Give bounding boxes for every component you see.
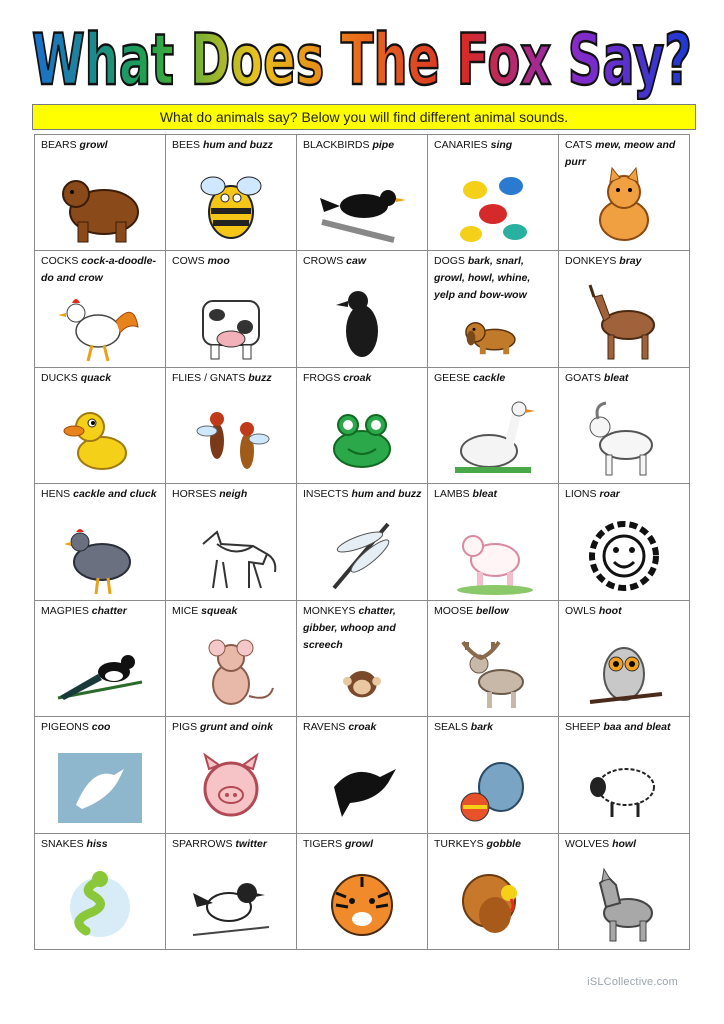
animal-card — [35, 135, 166, 251]
animal-sound: chatter — [91, 604, 127, 617]
animal-card — [35, 834, 166, 950]
animal-card — [428, 601, 559, 717]
bear-icon — [35, 164, 165, 246]
subtitle-banner: What do animals say? Below you will find different animal sounds. — [32, 104, 696, 130]
animal-name: HENS — [41, 488, 71, 501]
animal-label — [434, 253, 554, 304]
animal-card — [297, 601, 428, 717]
hen-icon — [35, 514, 165, 596]
animal-name: SNAKES — [41, 837, 84, 850]
animal-card — [35, 368, 166, 484]
animal-sound: cackle — [473, 371, 506, 384]
animal-name: RAVENS — [303, 721, 346, 734]
animal-sound: chatter, gibber, whoop and screech — [303, 604, 396, 651]
animal-card — [559, 834, 690, 950]
animal-sound: howl — [612, 837, 636, 850]
animal-label — [303, 719, 423, 736]
animal-card — [297, 834, 428, 950]
animal-sound: buzz — [248, 371, 272, 384]
animal-sound: hoot — [598, 604, 622, 617]
animal-sound: squeak — [201, 604, 238, 617]
animal-card — [35, 251, 166, 367]
donkey-icon — [559, 281, 689, 363]
wolf-icon — [559, 863, 689, 945]
animal-sound: moo — [207, 255, 230, 268]
animal-name: TIGERS — [303, 837, 343, 850]
animal-name: CATS — [565, 139, 593, 151]
animal-sound: bellow — [476, 604, 509, 617]
animal-sound: caw — [346, 255, 367, 268]
crow-icon — [297, 281, 427, 363]
animal-card — [166, 717, 297, 833]
animal-card — [166, 135, 297, 251]
animal-sound: hiss — [86, 837, 108, 850]
animal-name: GOATS — [565, 371, 601, 384]
animal-label — [434, 370, 554, 387]
animal-name: DUCKS — [41, 371, 78, 384]
animal-sound: croak — [343, 371, 372, 384]
animal-name: DONKEYS — [565, 255, 617, 268]
goose-icon — [428, 397, 558, 479]
animal-sound: bray — [619, 255, 642, 268]
goat-icon — [559, 397, 689, 479]
animal-label — [41, 719, 161, 736]
animal-name: INSECTS — [303, 488, 349, 501]
animal-name: SEALS — [434, 721, 468, 734]
animal-card — [428, 834, 559, 950]
snake-icon — [35, 863, 165, 945]
animal-card — [428, 135, 559, 251]
cat-icon — [559, 164, 689, 246]
animal-name: MONKEYS — [303, 604, 356, 617]
animal-card — [297, 135, 428, 251]
animal-card — [428, 484, 559, 600]
animal-sound: quack — [80, 371, 112, 384]
animal-sound: neigh — [219, 488, 248, 501]
animal-name: OWLS — [565, 604, 596, 617]
animal-label — [41, 603, 161, 620]
animal-sound: bleat — [472, 488, 498, 501]
animal-sound: bark, snarl, growl, howl, whine, yelp and bow-wow — [434, 255, 531, 302]
animal-label — [172, 253, 292, 270]
animal-label — [434, 603, 554, 620]
canary-icon — [428, 164, 558, 246]
cock-icon — [35, 281, 165, 363]
pig-icon — [166, 747, 296, 829]
animal-sound: baa and bleat — [603, 721, 671, 734]
dragonfly-icon — [297, 514, 427, 596]
tiger-icon — [297, 863, 427, 945]
animal-sound: croak — [348, 721, 377, 734]
animal-name: CROWS — [303, 255, 344, 268]
animal-name: LAMBS — [434, 488, 470, 501]
title-graphic — [26, 14, 698, 100]
animal-card — [166, 601, 297, 717]
moose-icon — [428, 630, 558, 712]
animal-name: COCKS — [41, 255, 79, 268]
animal-grid — [34, 134, 690, 950]
animal-name: FROGS — [303, 371, 341, 384]
animal-label — [565, 253, 685, 270]
animal-label — [172, 836, 292, 853]
sparrow-icon — [166, 863, 296, 945]
animal-label — [303, 836, 423, 853]
bee-icon — [166, 164, 296, 246]
animal-label — [41, 137, 161, 154]
animal-card — [297, 484, 428, 600]
animal-sound: bark — [470, 721, 493, 734]
animal-card — [559, 717, 690, 833]
animal-name: DOGS — [434, 255, 465, 268]
blackbird-icon — [297, 164, 427, 246]
animal-name: BLACKBIRDS — [303, 139, 370, 151]
animal-name: MICE — [172, 604, 199, 617]
animal-name: TURKEYS — [434, 837, 484, 850]
fly-icon — [166, 397, 296, 479]
animal-label — [303, 137, 423, 154]
animal-label — [303, 603, 423, 654]
animal-sound: pipe — [372, 139, 395, 151]
animal-sound: bleat — [603, 371, 629, 384]
monkey-icon — [297, 652, 427, 712]
page-title — [26, 14, 698, 100]
animal-label — [172, 719, 292, 736]
animal-card — [166, 251, 297, 367]
animal-label — [41, 486, 161, 503]
animal-label — [434, 719, 554, 736]
animal-card — [559, 484, 690, 600]
animal-label — [172, 370, 292, 387]
animal-card — [559, 251, 690, 367]
animal-label — [172, 137, 292, 154]
animal-label — [41, 836, 161, 853]
animal-name: LIONS — [565, 488, 597, 501]
magpie-icon — [35, 630, 165, 712]
animal-sound: roar — [599, 488, 620, 501]
animal-sound: hum and buzz — [351, 488, 422, 501]
animal-label — [172, 603, 292, 620]
animal-name: WOLVES — [565, 837, 610, 850]
animal-label — [434, 137, 554, 154]
animal-name: PIGS — [172, 721, 198, 734]
animal-card — [166, 484, 297, 600]
animal-name: SPARROWS — [172, 837, 233, 850]
seal-icon — [428, 747, 558, 829]
animal-name: BEARS — [41, 139, 77, 151]
animal-label — [434, 836, 554, 853]
animal-label — [41, 370, 161, 387]
animal-sound: cackle and cluck — [73, 488, 157, 501]
animal-label — [172, 486, 292, 503]
animal-label — [303, 486, 423, 503]
animal-card — [428, 368, 559, 484]
animal-card — [297, 717, 428, 833]
animal-card — [428, 717, 559, 833]
animal-label — [565, 719, 685, 736]
turkey-icon — [428, 863, 558, 945]
animal-card — [35, 601, 166, 717]
animal-sound: cock-a-doodle-do and crow — [41, 255, 156, 285]
animal-card — [559, 135, 690, 251]
animal-label — [565, 486, 685, 503]
animal-card — [35, 484, 166, 600]
horse-icon — [166, 514, 296, 596]
animal-card — [166, 368, 297, 484]
animal-label — [434, 486, 554, 503]
animal-sound: growl — [345, 837, 374, 850]
animal-card — [35, 717, 166, 833]
animal-card — [428, 251, 559, 367]
sheep-icon — [559, 747, 689, 829]
animal-sound: sing — [490, 139, 513, 151]
raven-icon — [297, 747, 427, 829]
animal-name: COWS — [172, 255, 205, 268]
animal-card — [166, 834, 297, 950]
title-text: What Does The Fox Say? — [32, 19, 692, 100]
owl-icon — [559, 630, 689, 712]
animal-label — [565, 370, 685, 387]
animal-name: SHEEP — [565, 721, 601, 734]
animal-name: GEESE — [434, 371, 471, 384]
animal-label — [303, 253, 423, 270]
site-footer: iSLCollective.com — [587, 976, 678, 988]
animal-name: CANARIES — [434, 139, 488, 151]
animal-card — [559, 601, 690, 717]
animal-name: FLIES / GNATS — [172, 371, 246, 384]
animal-label — [565, 603, 685, 620]
animal-name: MAGPIES — [41, 604, 89, 617]
mouse-icon — [166, 630, 296, 712]
lion-icon — [559, 514, 689, 596]
animal-sound: grunt and oink — [200, 721, 273, 734]
animal-name: PIGEONS — [41, 721, 89, 734]
frog-icon — [297, 397, 427, 479]
animal-sound: twitter — [235, 837, 267, 850]
animal-sound: growl — [79, 139, 108, 151]
animal-sound: hum and buzz — [202, 139, 273, 151]
animal-card — [559, 368, 690, 484]
animal-name: HORSES — [172, 488, 217, 501]
animal-card — [297, 251, 428, 367]
animal-name: MOOSE — [434, 604, 474, 617]
animal-label — [565, 836, 685, 853]
animal-sound: mew, meow and purr — [565, 139, 676, 168]
animal-name: BEES — [172, 139, 201, 151]
lamb-icon — [428, 514, 558, 596]
cow-icon — [166, 281, 296, 363]
dog-icon — [428, 303, 558, 363]
duck-icon — [35, 397, 165, 479]
pigeon-icon — [35, 747, 165, 829]
animal-sound: coo — [91, 721, 111, 734]
animal-sound: gobble — [486, 837, 521, 850]
animal-label — [303, 370, 423, 387]
animal-card — [297, 368, 428, 484]
